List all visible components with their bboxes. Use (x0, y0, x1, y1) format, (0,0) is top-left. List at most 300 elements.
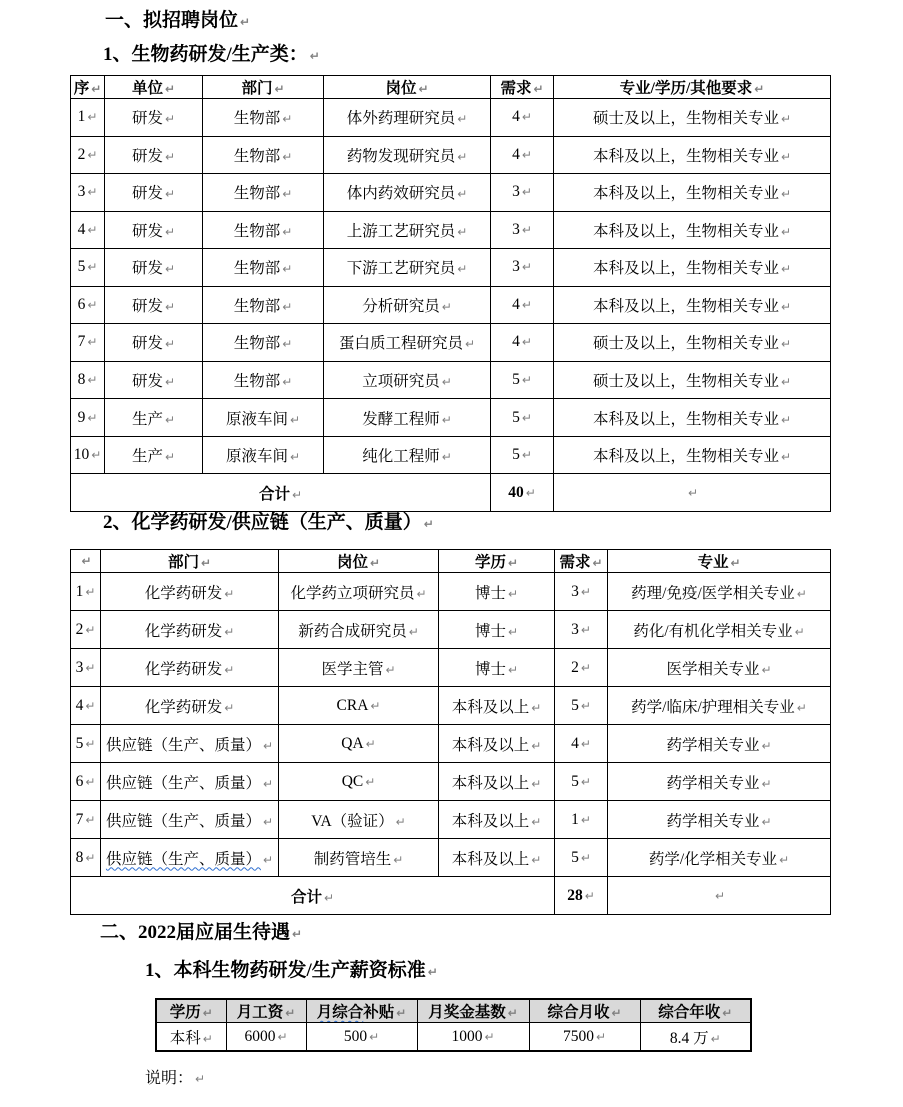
empty-cell (554, 474, 831, 512)
pilcrow-mark: ↵ (85, 584, 96, 599)
pilcrow-mark: ↵ (85, 774, 96, 789)
cell-text: 药学相关专业 (666, 736, 760, 754)
section-2-heading-text: 二、2022届应届生待遇 (100, 922, 291, 943)
table-cell (101, 687, 279, 725)
header-text-wavy: 月综合 (316, 1004, 364, 1021)
cell-text: 化学药研发 (144, 698, 223, 716)
pilcrow-mark: ↵ (507, 1006, 518, 1020)
pilcrow-mark: ↵ (91, 448, 102, 463)
cell-text: 5 (571, 772, 579, 790)
cell-text: QA (341, 734, 364, 752)
cell-text: 9 (77, 408, 86, 426)
pilcrow-mark: ↵ (289, 450, 301, 465)
pilcrow-mark: ↵ (761, 738, 772, 753)
pilcrow-mark: ↵ (427, 965, 438, 979)
table-cell (105, 136, 203, 174)
pilcrow-mark: ↵ (521, 297, 532, 312)
table-cell (554, 361, 831, 399)
total-value: 40 (508, 483, 524, 501)
table-header-cell (101, 550, 279, 573)
cell-text: 硕士及以上，生物相关专业 (592, 110, 779, 128)
cell-text: 药物发现研究员 (346, 147, 456, 165)
cell-text: 本科及以上 (451, 812, 530, 830)
cell-text: 3 (571, 582, 579, 600)
cell-text: 4 (512, 333, 520, 351)
cell-text: 研发 (131, 110, 163, 128)
cell-text: 研发 (131, 260, 163, 278)
cell-text: 博士 (474, 622, 506, 640)
pilcrow-mark: ↵ (85, 660, 96, 675)
pilcrow-mark: ↵ (87, 110, 98, 125)
table-row (71, 839, 831, 877)
cell-text: 3 (571, 620, 579, 638)
table-row (71, 649, 831, 687)
salary-table-heading (145, 960, 438, 983)
pilcrow-mark: ↵ (794, 624, 805, 639)
pilcrow-mark: ↵ (423, 517, 434, 531)
note-text: 说明： (145, 1070, 194, 1087)
note-label (145, 1065, 205, 1088)
table-cell (71, 174, 105, 212)
table-cell (555, 611, 608, 649)
table-cell (608, 839, 831, 877)
cell-text: 7 (77, 333, 86, 351)
cell-text: 5 (571, 696, 579, 714)
table-cell (71, 136, 105, 174)
pilcrow-mark: ↵ (464, 337, 476, 352)
pilcrow-mark: ↵ (262, 814, 274, 829)
table-cell (71, 725, 101, 763)
pilcrow-mark: ↵ (521, 372, 532, 387)
pilcrow-mark: ↵ (164, 337, 176, 352)
table-cell (203, 136, 324, 174)
header-text: 序 (73, 80, 90, 97)
table-header-cell (306, 999, 417, 1023)
pilcrow-mark: ↵ (761, 776, 772, 791)
table-cell (71, 573, 101, 611)
pilcrow-mark: ↵ (525, 485, 536, 500)
table-cell (529, 1023, 640, 1052)
table-cell (491, 286, 554, 324)
pilcrow-mark: ↵ (164, 412, 176, 427)
table-cell (203, 211, 324, 249)
cell-text: 博士 (474, 584, 506, 602)
pilcrow-mark: ↵ (282, 337, 293, 352)
table-cell (71, 249, 105, 287)
pilcrow-mark: ↵ (754, 82, 765, 96)
table-cell (203, 249, 324, 287)
cell-text: 3 (512, 183, 520, 201)
pilcrow-mark: ↵ (285, 1006, 296, 1020)
cell-text: 硕士及以上，生物相关专业 (592, 335, 779, 353)
table-cell (101, 801, 279, 839)
header-text: 专业 (697, 554, 729, 571)
pilcrow-mark: ↵ (580, 660, 591, 675)
cell-text: 生物部 (233, 185, 281, 203)
pilcrow-mark: ↵ (521, 335, 532, 350)
cell-text: 药学相关专业 (666, 812, 760, 830)
table-header-cell (439, 550, 555, 573)
total-label: 合计 (258, 485, 290, 503)
pilcrow-mark: ↵ (531, 776, 542, 791)
cell-text: 制药管培生 (313, 850, 392, 868)
pilcrow-mark: ↵ (164, 262, 176, 277)
pilcrow-mark: ↵ (533, 82, 544, 96)
chem-table-body (71, 573, 831, 877)
pilcrow-mark: ↵ (580, 812, 591, 827)
pilcrow-mark: ↵ (309, 49, 320, 63)
cell-text: 本科 (169, 1029, 201, 1047)
table-cell (279, 611, 439, 649)
pilcrow-mark: ↵ (85, 850, 96, 865)
cell-text: 本科及以上，生物相关专业 (592, 410, 779, 428)
cell-text: 本科及以上，生物相关专业 (592, 448, 779, 466)
empty-cell (608, 877, 831, 915)
chem-table-footer (71, 877, 831, 915)
cell-text: 3 (512, 220, 520, 238)
pilcrow-mark: ↵ (85, 812, 96, 827)
table-cell (203, 174, 324, 212)
cell-text: 本科及以上，生物相关专业 (592, 222, 779, 240)
cell-text: 8 (75, 848, 84, 866)
pilcrow-mark: ↵ (164, 82, 176, 96)
pilcrow-mark: ↵ (395, 814, 406, 829)
pilcrow-mark: ↵ (369, 1029, 380, 1044)
pilcrow-mark: ↵ (365, 774, 376, 789)
table-cell (279, 801, 439, 839)
table-cell (439, 763, 555, 801)
table-cell (491, 249, 554, 287)
cell-text: 供应链（生产、质量） (105, 774, 261, 792)
pilcrow-mark: ↵ (531, 700, 542, 715)
cell-text: 7 (75, 810, 84, 828)
total-row (71, 877, 831, 915)
cell-text: 本科及以上，生物相关专业 (592, 147, 779, 165)
pilcrow-mark: ↵ (282, 262, 293, 277)
chem-table-heading (103, 512, 434, 535)
cell-text: CRA (336, 696, 369, 714)
table-cell (324, 286, 491, 324)
cell-text: 本科及以上 (451, 774, 530, 792)
table-row (71, 286, 831, 324)
pilcrow-mark: ↵ (416, 586, 427, 601)
table-header-row (71, 76, 831, 99)
header-text: 需求 (559, 554, 591, 571)
pilcrow-mark: ↵ (796, 586, 807, 601)
table-row (71, 324, 831, 362)
cell-text: 蛋白质工程研究员 (338, 335, 463, 353)
header-text: 学历 (474, 554, 506, 571)
table-cell (203, 361, 324, 399)
cell-text: 供应链（生产、质量） (105, 850, 261, 868)
pilcrow-mark: ↵ (240, 15, 251, 29)
cell-text: 生产 (131, 448, 163, 466)
cell-text: 7500 (562, 1027, 594, 1045)
table-cell (279, 725, 439, 763)
table-cell (105, 324, 203, 362)
table-cell (439, 611, 555, 649)
pilcrow-mark: ↵ (365, 736, 376, 751)
header-text: 学历 (169, 1004, 201, 1021)
cell-text: 5 (512, 370, 520, 388)
pilcrow-mark: ↵ (87, 335, 98, 350)
pilcrow-mark: ↵ (277, 1029, 288, 1044)
cell-text: 上游工艺研究员 (346, 222, 456, 240)
total-row (71, 474, 831, 512)
pilcrow-mark: ↵ (274, 82, 285, 96)
cell-text: 体外药理研究员 (346, 110, 456, 128)
pilcrow-mark: ↵ (507, 624, 519, 639)
pilcrow-mark: ↵ (780, 112, 792, 127)
table-cell (71, 399, 105, 437)
cell-text: 研发 (131, 222, 163, 240)
pilcrow-mark: ↵ (780, 224, 792, 239)
table-cell (608, 763, 831, 801)
table-cell (105, 99, 203, 137)
pilcrow-mark: ↵ (164, 374, 176, 389)
table-row (71, 211, 831, 249)
cell-text: 4 (512, 108, 520, 126)
table-cell (608, 611, 831, 649)
cell-text: 医学相关专业 (666, 660, 760, 678)
table-cell (555, 801, 608, 839)
pilcrow-mark: ↵ (780, 450, 792, 465)
pilcrow-mark: ↵ (484, 1029, 495, 1044)
section-1-heading (105, 10, 250, 33)
table-cell (71, 436, 105, 474)
cell-text: QC (341, 772, 364, 790)
pilcrow-mark: ↵ (385, 662, 396, 677)
table-cell (71, 324, 105, 362)
table-cell (324, 211, 491, 249)
pilcrow-mark: ↵ (282, 374, 293, 389)
pilcrow-mark: ↵ (91, 82, 102, 96)
total-label-cell (71, 877, 555, 915)
table-cell (491, 399, 554, 437)
cell-text: 原液车间 (225, 448, 288, 466)
section-2-heading (100, 922, 302, 945)
salary-table-heading-text: 1、本科生物药研发/生产薪资标准 (145, 960, 426, 981)
table-cell (324, 174, 491, 212)
pilcrow-mark: ↵ (441, 299, 452, 314)
pilcrow-mark: ↵ (780, 299, 792, 314)
total-value-cell (555, 877, 608, 915)
table-row (71, 573, 831, 611)
cell-text: 1 (75, 582, 84, 600)
cell-text: 研发 (131, 185, 163, 203)
table-cell (101, 839, 279, 877)
header-text: 岗位 (385, 80, 417, 97)
pilcrow-mark: ↵ (224, 586, 235, 601)
cell-text: 5 (512, 408, 520, 426)
pilcrow-mark: ↵ (507, 556, 519, 570)
cell-text: 5 (512, 446, 520, 464)
cell-text: 生物部 (233, 297, 281, 315)
pilcrow-mark: ↵ (531, 738, 542, 753)
pilcrow-mark: ↵ (521, 260, 532, 275)
table-cell (491, 136, 554, 174)
table-cell (203, 436, 324, 474)
table-cell (439, 687, 555, 725)
salary-table-header (156, 999, 751, 1023)
table-cell (105, 249, 203, 287)
table-cell (203, 286, 324, 324)
table-cell (105, 361, 203, 399)
pilcrow-mark: ↵ (580, 850, 591, 865)
pilcrow-mark: ↵ (202, 1006, 213, 1020)
table-cell (279, 763, 439, 801)
table-cell (324, 99, 491, 137)
cell-text: 5 (75, 734, 84, 752)
table-cell (71, 839, 101, 877)
header-text: 需求 (500, 80, 532, 97)
cell-text: 6 (77, 295, 86, 313)
cell-text: 10 (73, 446, 90, 464)
pilcrow-mark: ↵ (164, 299, 176, 314)
pilcrow-mark: ↵ (202, 1031, 213, 1046)
cell-text: 药学/临床/护理相关专业 (631, 698, 795, 716)
cell-text: 5 (77, 258, 86, 276)
cell-text: 化学药研发 (144, 660, 223, 678)
table-cell (71, 361, 105, 399)
table-cell (417, 1023, 529, 1052)
cell-text: 药理/免疫/医学相关专业 (631, 584, 795, 602)
bio-table-heading (103, 44, 320, 67)
chem-table-header (71, 550, 831, 573)
table-cell (555, 573, 608, 611)
table-cell (71, 211, 105, 249)
pilcrow-mark: ↵ (714, 888, 726, 903)
table-row (71, 611, 831, 649)
table-cell (226, 1023, 306, 1052)
table-header-cell (279, 550, 439, 573)
table-row (71, 174, 831, 212)
pilcrow-mark: ↵ (224, 700, 235, 715)
cell-text: 化学药立项研究员 (290, 584, 415, 602)
pilcrow-mark: ↵ (87, 297, 98, 312)
table-row (71, 249, 831, 287)
table-header-cell (640, 999, 751, 1023)
pilcrow-mark: ↵ (200, 556, 212, 570)
pilcrow-mark: ↵ (224, 624, 235, 639)
section-1-heading-text: 一、拟招聘岗位 (105, 10, 239, 31)
pilcrow-mark: ↵ (730, 556, 741, 570)
table-header-cell (491, 76, 554, 99)
table-cell (554, 249, 831, 287)
table-cell (105, 436, 203, 474)
bio-recruitment-table (70, 75, 831, 512)
pilcrow-mark: ↵ (282, 149, 293, 164)
table-header-cell (71, 550, 101, 573)
cell-text: 8.4 万 (669, 1029, 709, 1047)
pilcrow-mark: ↵ (87, 185, 98, 200)
pilcrow-mark: ↵ (580, 584, 591, 599)
cell-text: 下游工艺研究员 (346, 260, 456, 278)
pilcrow-mark: ↵ (507, 662, 519, 677)
pilcrow-mark: ↵ (710, 1031, 721, 1046)
table-cell (608, 573, 831, 611)
cell-text: 2 (571, 658, 579, 676)
table-cell (203, 324, 324, 362)
table-cell (555, 725, 608, 763)
cell-text: 3 (77, 183, 86, 201)
table-cell (608, 801, 831, 839)
pilcrow-mark: ↵ (521, 185, 532, 200)
header-text: 岗位 (336, 554, 368, 571)
table-cell (101, 725, 279, 763)
pilcrow-mark: ↵ (262, 852, 274, 867)
table-cell (279, 649, 439, 687)
cell-text: 纯化工程师 (362, 448, 440, 466)
table-header-cell (203, 76, 324, 99)
pilcrow-mark: ↵ (195, 1072, 206, 1086)
table-cell (608, 687, 831, 725)
cell-text: 研发 (131, 147, 163, 165)
pilcrow-mark: ↵ (595, 1029, 607, 1044)
table-cell (324, 136, 491, 174)
pilcrow-mark: ↵ (521, 110, 532, 125)
table-cell (554, 436, 831, 474)
table-cell (439, 649, 555, 687)
pilcrow-mark: ↵ (323, 890, 335, 905)
cell-text: 4 (77, 220, 86, 238)
table-cell (491, 174, 554, 212)
header-text: 专业/学历/其他要求 (619, 80, 753, 97)
pilcrow-mark: ↵ (164, 112, 176, 127)
pilcrow-mark: ↵ (611, 1006, 622, 1020)
cell-text: 本科及以上 (451, 736, 530, 754)
table-cell (554, 324, 831, 362)
pilcrow-mark: ↵ (521, 222, 532, 237)
pilcrow-mark: ↵ (531, 852, 542, 867)
pilcrow-mark: ↵ (441, 374, 452, 389)
pilcrow-mark: ↵ (224, 662, 235, 677)
pilcrow-mark: ↵ (282, 224, 293, 239)
cell-text: 生物部 (233, 110, 281, 128)
table-row (71, 136, 831, 174)
cell-text: 1 (77, 108, 86, 126)
header-text: 综合月收 (547, 1004, 610, 1021)
table-cell (203, 399, 324, 437)
table-header-cell (324, 76, 491, 99)
table-cell (105, 174, 203, 212)
table-cell (324, 399, 491, 437)
table-cell (554, 136, 831, 174)
cell-text: 体内药效研究员 (346, 185, 456, 203)
table-row (71, 361, 831, 399)
cell-text: 生物部 (233, 147, 281, 165)
pilcrow-mark: ↵ (521, 448, 532, 463)
bio-table-body (71, 99, 831, 474)
pilcrow-mark: ↵ (282, 299, 293, 314)
pilcrow-mark: ↵ (780, 187, 792, 202)
table-cell (71, 801, 101, 839)
table-cell (554, 286, 831, 324)
table-cell (555, 687, 608, 725)
salary-table (155, 998, 752, 1052)
pilcrow-mark: ↵ (761, 662, 772, 677)
table-cell (324, 249, 491, 287)
pilcrow-mark: ↵ (457, 149, 468, 164)
pilcrow-mark: ↵ (521, 410, 532, 425)
header-text: 补贴 (363, 1004, 395, 1021)
table-cell (101, 611, 279, 649)
table-cell (554, 174, 831, 212)
cell-text: 1 (571, 810, 579, 828)
pilcrow-mark: ↵ (408, 624, 419, 639)
cell-text: 医学主管 (321, 660, 384, 678)
table-cell (71, 763, 101, 801)
